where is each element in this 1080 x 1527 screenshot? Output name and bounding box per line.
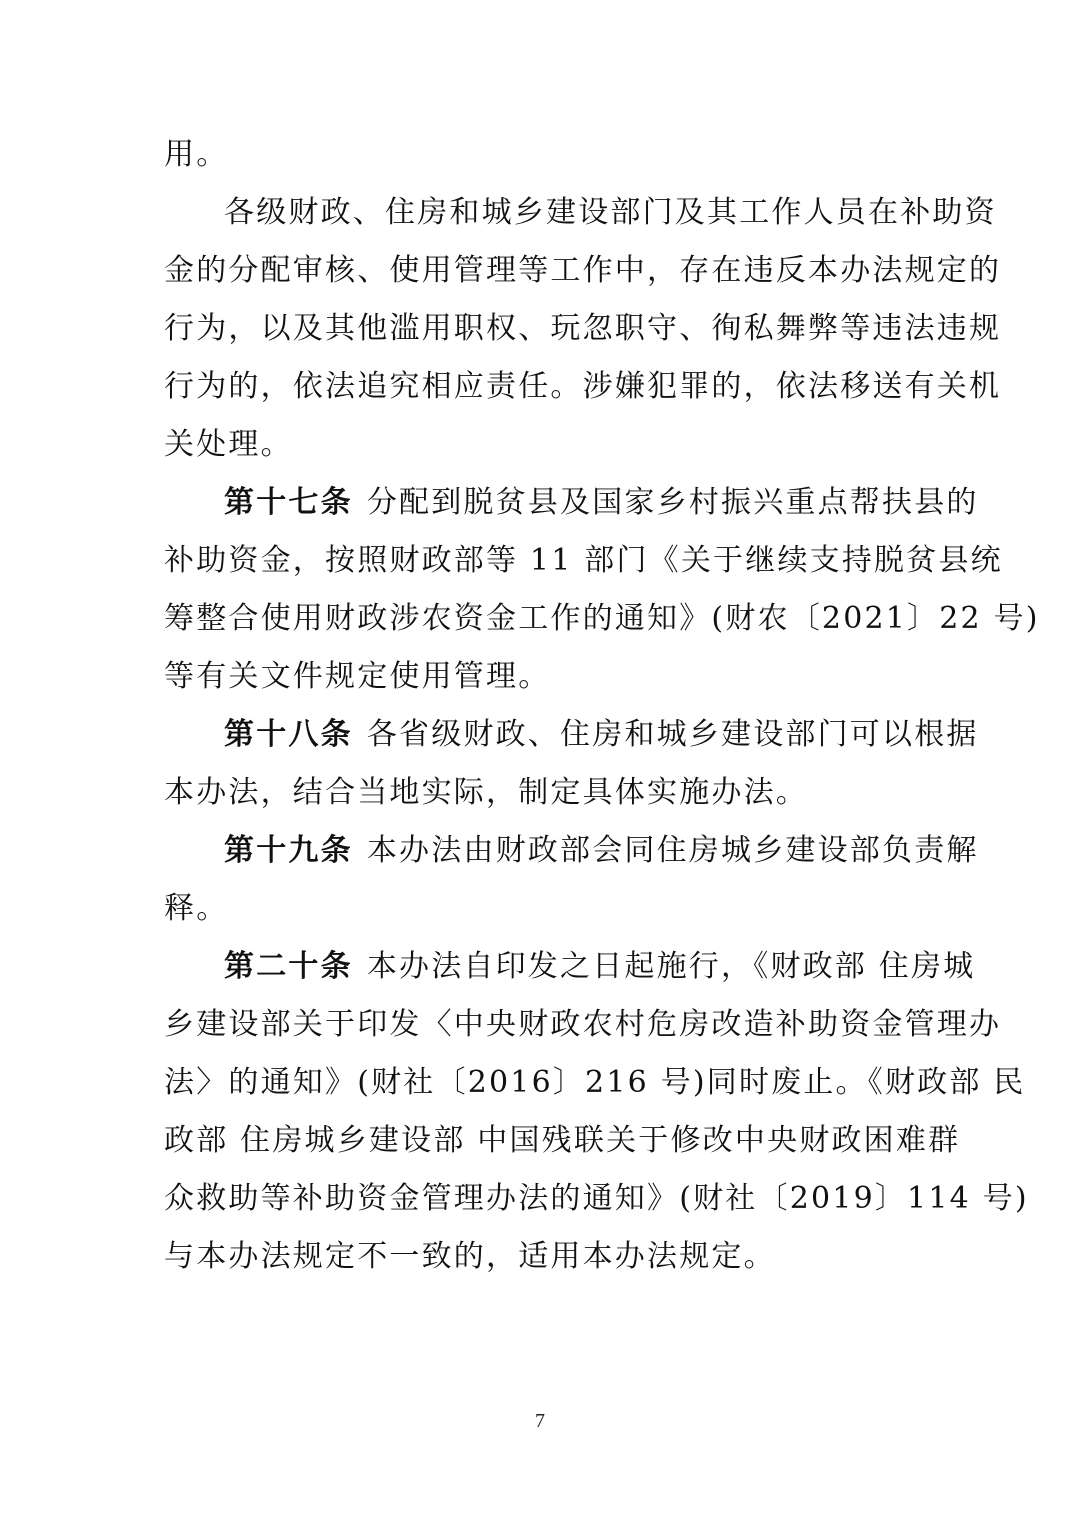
article-heading: 第十九条 [224,833,353,868]
text-line [164,1112,961,1170]
line-text: 本办法，结合当地实际，制定具体实施办法。 [164,775,808,810]
article-17-line [164,474,979,532]
line-text: 关处理。 [164,427,293,462]
text-line [164,184,997,242]
line-text: 乡建设部关于印发〈中央财政农村危房改造补助资金管理办 [164,1007,1002,1042]
line-text: 金的分配审核、使用管理等工作中，存在违反本办法规定的 [164,253,1002,288]
text-line [164,648,920,706]
page-number: 7 [535,1410,545,1432]
text-line [164,358,1002,416]
text-line [164,532,1003,590]
article-19-line [164,822,979,880]
text-line [164,1054,1026,1112]
line-text: 补助资金，按照财政部等 11 部门《关于继续支持脱贫县统 [164,543,1003,578]
text-line [164,242,1002,300]
text-line [164,764,920,822]
article-18-line [164,706,979,764]
line-text: 分配到脱贫县及国家乡村振兴重点帮扶县的 [366,485,979,520]
text-line [164,590,1040,648]
line-text: 众救助等补助资金管理办法的通知》(财社〔2019〕114 号) [164,1181,1029,1216]
text-line [164,416,920,474]
article-heading: 第二十条 [224,949,353,984]
line-text: 本办法由财政部会同住房城乡建设部负责解 [366,833,979,868]
line-text: 法〉的通知》(财社〔2016〕216 号)同时废止。《财政部 民 [164,1065,1026,1100]
text-line [164,1170,1029,1228]
article-heading: 第十七条 [224,485,353,520]
text-line [164,126,920,184]
body-text [164,126,1040,1286]
text-line [164,996,1002,1054]
line-text: 筹整合使用财政涉农资金工作的通知》(财农〔2021〕22 号) [164,601,1040,636]
line-text: 本办法自印发之日起施行，《财政部 住房城 [366,949,976,984]
text-line [164,1228,920,1286]
line-text: 释。 [164,891,229,926]
text-line [164,880,920,938]
line-text: 与本办法规定不一致的，适用本办法规定。 [164,1239,776,1274]
line-text: 用。 [164,137,229,172]
article-20-line [164,938,976,996]
line-text: 行为，以及其他滥用职权、玩忽职守、徇私舞弊等违法违规 [164,311,1002,346]
line-text: 各省级财政、住房和城乡建设部门可以根据 [366,717,979,752]
line-text: 等有关文件规定使用管理。 [164,659,551,694]
text-line [164,300,1002,358]
article-heading: 第十八条 [224,717,353,752]
line-text: 政部 住房城乡建设部 中国残联关于修改中央财政困难群 [164,1123,961,1158]
line-text: 各级财政、住房和城乡建设部门及其工作人员在补助资 [224,195,997,230]
line-text: 行为的，依法追究相应责任。涉嫌犯罪的，依法移送有关机 [164,369,1002,404]
